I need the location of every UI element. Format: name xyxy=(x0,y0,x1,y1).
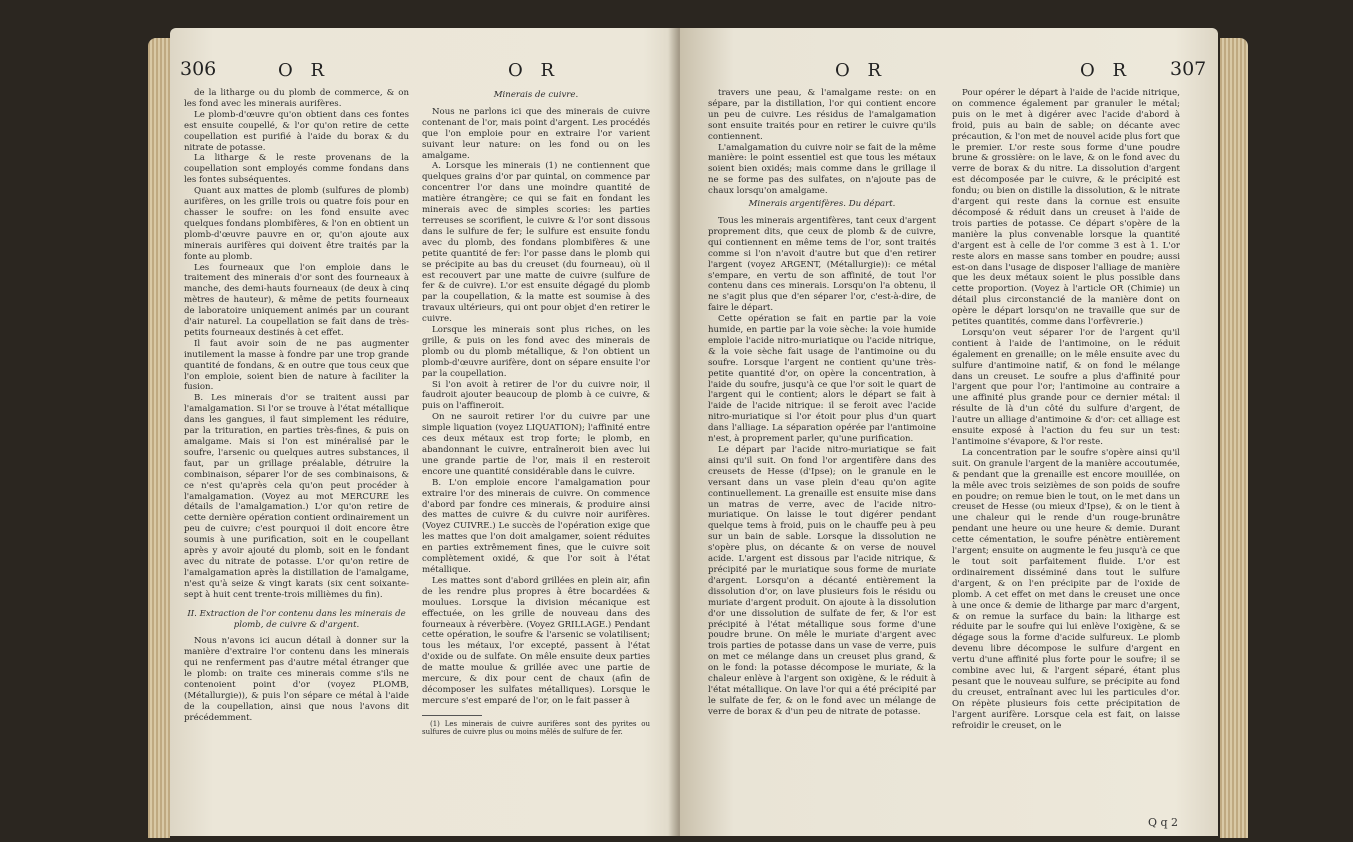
paragraph: Il faut avoir soin de ne pas augmenter inutilement la masse à fondre par une trop grande quantité de fondans, & en outre que tous ceux que l'on emploie, soient bien de nature à faciliter la fusion. xyxy=(184,338,409,393)
subsection-heading: Minerais argentifères. Du départ. xyxy=(748,199,896,210)
paragraph: Nous n'avons ici aucun détail à donner sur la manière d'extraire l'or contenu dans les minerais qui ne renferment pas d'autre métal étranger que le plomb: on traite ces minerais comme s'ils ne contenoient point d'or (voyez PLOMB, (Métallurgie)), & puis l'on sépare ce métal à l'aide de la coupellation, ainsi que nous l'avons dit précédemment. xyxy=(184,636,409,723)
paragraph: L'amalgamation du cuivre noir se fait de la même manière: le point essentiel est que tous les métaux soient bien oxidés; mais comme dans le grillage il ne se forme pas des sulfates, on n'ajoute pas de chaux lorsqu'on amalgame. xyxy=(708,142,936,197)
paragraph: B. Les minerais d'or se traitent aussi par l'amalgamation. Si l'or se trouve à l'état métallique dans les gangues, il faut simplement les réduire, par la trituration, en parties très-fines, & puis on amalgame. Mais si l'on est minéralisé par le soufre, l'arsenic ou quelques autres substances, il faut, par un grillage préalable, détruire la combinaison, séparer l'or de ses combinaisons, & ce n'est qu'après cela qu'on peut procéder à l'amalgamation. (Voyez au mot MERCURE les détails de l'amalgamation.) L'or qu'on retire de cette dernière opération contient ordinairement un peu de cuivre; c'est pourquoi il doit encore être soumis à une purification, soit en le coupellant après y avoir ajouté du plomb, soit en le fondant avec du nitrate de potasse. L'or qu'on retire de l'amalgamation après la distillation de l'amalgame, n'est qu'à seize & vingt karats (six cent soixante-sept à huit cent trente-trois millièmes du fin). xyxy=(184,393,409,600)
paragraph: Cette opération se fait en partie par la voie humide, en partie par la voie sèche: la voie humide emploie l'acide nitro-muriatique ou l'acide nitrique, & la voie sèche fait usage de l'antimoine ou du soufre. Lorsque l'argent ne contient qu'une très-petite quantité d'or, on opère la concentration, à l'aide du soufre, jusqu'à ce que l'or soit le quart de l'argent qui le contient; alors le départ se fait à l'aide de l'acide nitrique: il se feroit avec l'acide nitro-muriatique si l'or étoit pour plus d'un quart dans l'alliage. La séparation opérée par l'antimoine n'est, à proprement parler, qu'une purification. xyxy=(708,314,936,445)
paragraph: Nous ne parlons ici que des minerais de cuivre contenant de l'or, mais point d'argent. Les procédés que l'on emploie pour en extraire l'or varient suivant leur nature: on les fond ou on les amalgame. xyxy=(422,106,650,161)
right-page xyxy=(680,28,1218,836)
left-page-edges xyxy=(148,38,170,838)
signature-mark: Q q 2 xyxy=(1147,816,1178,829)
paragraph: Les fourneaux que l'on emploie dans le traitement des minerais d'or sont des fourneaux à manche, des demi-hauts fourneaux (de deux à cinq mètres de hauteur), & même de petits fourneaux de laboratoire uniquement animés par un courant d'air naturel. La coupellation se fait dans de très-petits fourneaux destinés à cet effet. xyxy=(184,262,409,338)
left-page xyxy=(170,28,708,836)
paragraph: Si l'on avoit à retirer de l'or du cuivre noir, il faudroit ajouter beaucoup de plomb à ce cuivre, & puis on l'affineroit. xyxy=(422,379,650,412)
paragraph: Tous les minerais argentifères, tant ceux d'argent proprement dits, que ceux de plomb & de cuivre, qui contiennent en même tems de l'or, sont traités comme si l'on n'avoit d'autre but que d'en retirer l'argent (voyez ARGENT, (Métallurgie)): ce métal s'empare, en vertu de son affinité, de tout l'or contenu dans ces minerais. Lorsqu'on l'a obtenu, il ne s'agit plus que d'en séparer l'or, c'est-à-dire, de faire le départ. xyxy=(708,215,936,314)
paragraph: Quant aux mattes de plomb (sulfures de plomb) aurifères, on les grille trois ou quatre fois pour en chasser le soufre: on les fond ensuite avec quelques fondans plombifères, & l'on en obtient un plomb-d'œuvre pauvre en or, qu'on ajoute aux minerais aurifères qui doivent être traités par la fonte au plomb. xyxy=(184,186,409,262)
page-number: 307 xyxy=(1170,58,1207,80)
footnote-rule xyxy=(422,715,482,716)
paragraph: B. L'on emploie encore l'amalgamation pour extraire l'or des minerais de cuivre. On commence d'abord par fondre ces minerais, & produire ainsi des mattes de cuivre & du cuivre noir aurifères. (Voyez CUIVRE.) Le succès de l'opération exige que les mattes que l'on doit amalgamer, soient réduites en parties extrêmement fines, que le cuivre soit complètement oxidé, & que l'or soit à l'état métallique. xyxy=(422,477,650,575)
subsection-heading: Minerais de cuivre. xyxy=(493,90,579,100)
paragraph: A. Lorsque les minerais (1) ne contiennent que quelques grains d'or par quintal, on commence par concentrer l'or dans une moindre quantité de matière étrangère; ce qui se fait en fondant les minerais avec de simples scories: les parties terreuses se scorifient, le cuivre & l'or sont dissous dans le sulfure de fer; le sulfure est ensuite fondu avec du plomb, des fondans plombifères & une petite quantité de fer: l'or passe dans le plomb qui se précipite au bas du creuset (du fourneau), où il est recouvert par une matte de cuivre (sulfure de fer & de cuivre). L'or est ensuite dégagé du plomb par la coupellation, & la matte est soumise à des travaux ultérieurs, qui ont pour objet d'en retirer le cuivre. xyxy=(422,161,650,325)
open-book xyxy=(140,8,1310,842)
paragraph: Lorsqu'on veut séparer l'or de l'argent qu'il contient à l'aide de l'antimoine, on le réduit également en grenaille; on le mêle ensuite avec du sulfure d'antimoine natif, & on fond le mélange dans un creuset. Le soufre a plus d'affinité pour l'argent que pour l'or; l'antimoine au contraire a une affinité plus grande pour ce dernier métal: il résulte de là d'un côté du sulfure d'argent, de l'autre un alliage d'antimoine & d'or: cet alliage est ensuite exposé à l'action du feu sur un test: l'antimoine s'évapore, & l'or reste. xyxy=(952,327,1180,447)
running-head: O R xyxy=(1080,60,1133,81)
section-heading: II. Extraction de l'or contenu dans les minerais de plomb, de cuivre & d'argent. xyxy=(187,608,406,630)
text-column xyxy=(952,88,1180,731)
paragraph: La litharge & le reste provenans de la coupellation sont employés comme fondans dans les fontes subséquentes. xyxy=(184,153,409,186)
paragraph: Le plomb-d'œuvre qu'on obtient dans ces fontes est ensuite coupellé, & l'or qu'on retire de cette coupellation est purifié à l'aide du borax & du nitrate de potasse. xyxy=(184,109,409,153)
paragraph: Pour opérer le départ à l'aide de l'acide nitrique, on commence également par granuler le métal; puis on le met à digérer avec l'acide d'abord à froid, puis au bain de sable; on décante avec précaution, & l'on met de nouvel acide plus fort que le premier. L'or reste sous forme d'une poudre brune & grossière: on le lave, & on le fond avec du verre de borax & du nitre. La dissolution d'argent est décomposée par le cuivre, & le précipité est fondu; ou bien on distille la dissolution, & le nitrate d'argent qui reste dans la cornue est ensuite décomposé & réduit dans un creuset à l'aide de trois parties de potasse. Ce départ s'opère de la manière la plus convenable lorsque la quantité d'argent est à celle de l'or comme 3 est à 1. L'or reste alors en masse sans tomber en poudre; aussi est-on dans l'usage de disposer l'alliage de manière que les deux métaux soient le plus possible dans cette proportion. (Voyez à l'article OR (Chimie) un détail plus circonstancié de la manière dont on opère le départ lorsqu'on ne travaille que sur de petites quantités, comme dans l'orfèvrerie.) xyxy=(952,88,1180,328)
paragraph: travers une peau, & l'amalgame reste: on en sépare, par la distillation, l'or qui contient encore un peu de cuivre. Les résidus de l'amalgamation sont ensuite traités pour en retirer le cuivre qu'ils contiennent. xyxy=(708,88,936,142)
running-head: O R xyxy=(278,60,331,81)
paragraph: On ne sauroit retirer l'or du cuivre par une simple liquation (voyez LIQUATION); l'affinité entre ces deux métaux est trop forte; le plomb, en abandonnant le cuivre, entraîneroit bien avec lui une grande partie de l'or, mais il en resteroit encore une quantité considérable dans le cuivre. xyxy=(422,412,650,477)
text-column xyxy=(708,88,936,718)
paragraph: de la litharge ou du plomb de commerce, & on les fond avec les minerais aurifères. xyxy=(184,88,409,109)
running-head: O R xyxy=(835,60,888,81)
text-column xyxy=(184,88,409,724)
paragraph: Le départ par l'acide nitro-muriatique se fait ainsi qu'il suit. On fond l'or argentifère dans des creusets de Hesse (d'Ipse); on le granule en le versant dans un vase plein d'eau qu'on agite continuellement. La grenaille est ensuite mise dans un matras de verre, avec de l'acide nitro-muriatique. On laisse le tout digérer pendant quelque tems à froid, puis on le chauffe peu à peu sur un bain de sable. Lorsque la dissolution ne s'opère plus, on décante & on verse de nouvel acide. L'argent est dissous par l'acide nitrique, & précipité par le muriatique sous forme de muriate d'argent. Lorsqu'on a décanté entièrement la dissolution d'or, on lave plusieurs fois le résidu ou muriate d'argent produit. On ajoute à la dissolution d'or une dissolution de sulfate de fer, & l'or est précipité à l'état métallique sous forme d'une poudre brune. On mêle le muriate d'argent avec trois parties de potasse dans un vase de verre, puis on met ce mélange dans un creuset plus grand, & on le fond: la potasse décompose le muriate, & la chaleur enlève à l'argent son oxigène, & le réduit à l'état métallique. On lave l'or qui a été précipité par le sulfate de fer, & on le fond avec un mélange de verre de borax & d'un peu de nitrate de potasse. xyxy=(708,445,936,717)
paragraph: La concentration par le soufre s'opère ainsi qu'il suit. On granule l'argent de la manière accoutumée, & pendant que la grenaille est encore mouillée, on la mêle avec trois seizièmes de son poids de soufre en poudre; on remue bien le tout, on le met dans un creuset de Hesse (ou mieux d'Ipse), & on le tient à une chaleur qui le rende d'un rouge-brunâtre pendant une heure ou une heure & demie. Durant cette cémentation, le soufre pénètre entièrement l'argent; ensuite on augmente le feu jusqu'à ce que le tout soit parfaitement fluide. L'or est ordinairement disséminé dans tout le sulfure d'argent, & on l'en précipite par de l'oxide de plomb. A cet effet on met dans le creuset une once à une once & demie de litharge par marc d'argent, & on remue la surface du bain: la litharge est réduite par le soufre qui lui enlève l'oxigène, & se dégage sous la forme d'acide sulfureux. Le plomb devenu libre décompose le sulfure d'argent en vertu d'une affinité plus forte pour le soufre; il se combine avec lui, & l'argent séparé, étant plus pesant que le nouveau sulfure, se précipite au fond du creuset, entraînant avec lui les particules d'or. On répète plusieurs fois cette précipitation de l'argent aurifère. Lorsque cela est fait, on laisse refroidir le creuset, on le xyxy=(952,447,1180,731)
page-number: 306 xyxy=(180,58,217,80)
right-page-edges xyxy=(1220,38,1248,838)
footnote: (1) Les minerais de cuivre aurifères sont des pyrites ou sulfures de cuivre plus ou moins mêlés de sulfure de fer. xyxy=(422,719,650,737)
paragraph: Lorsque les minerais sont plus riches, on les grille, & puis on les fond avec des minerais de plomb ou du plomb métallique, & l'on obtient un plomb-d'œuvre aurifère, dont on sépare ensuite l'or par la coupellation. xyxy=(422,325,650,379)
running-head: O R xyxy=(508,60,561,81)
text-column xyxy=(422,88,650,737)
paragraph: Les mattes sont d'abord grillées en plein air, afin de les rendre plus propres à être bocardées & moulues. Lorsque la division mécanique est effectuée, on les grille de nouveau dans des fourneaux à réverbère. (Voyez GRILLAGE.) Pendant cette opération, le soufre & l'arsenic se volatilisent; tous les métaux, l'or excepté, passent à l'état d'oxide ou de sulfate. On mêle ensuite deux parties de matte moulue & grillée avec une partie de mercure, & dix pour cent de chaux (afin de décomposer les sulfates métalliques). Lorsque le mercure s'est emparé de l'or, on le fait passer à xyxy=(422,575,650,706)
